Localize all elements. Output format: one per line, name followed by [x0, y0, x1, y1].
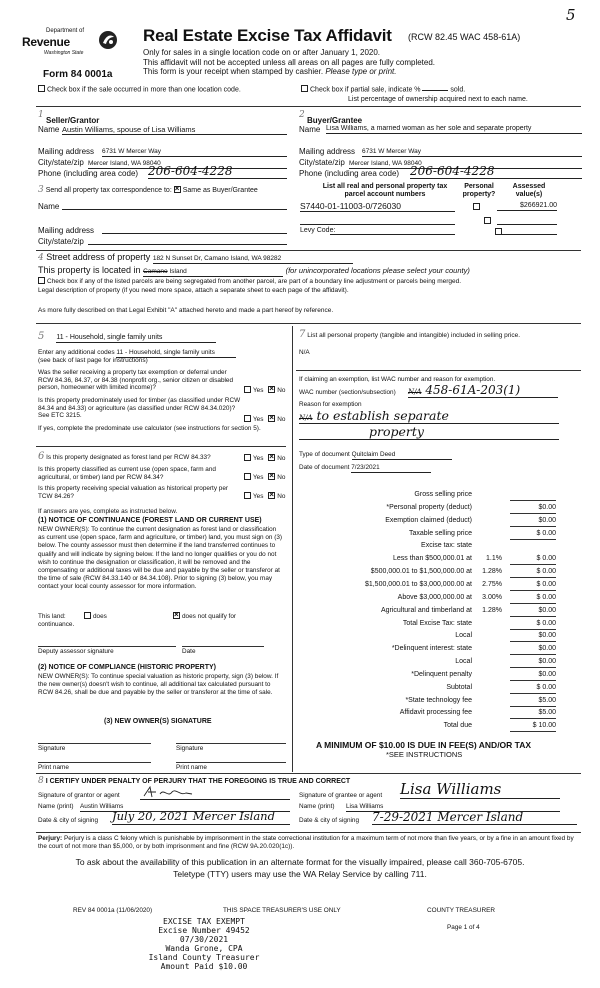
located-row — [38, 265, 470, 277]
seller-num: 1 — [38, 110, 44, 120]
personal-property-value[interactable]: N/A — [299, 349, 310, 356]
street-num: 4 — [38, 253, 44, 263]
tax-row — [296, 516, 556, 529]
dor-dept-small: Department of — [46, 28, 85, 34]
sec6-q3: Is this property receiving special valuation as historical property per TCW 84.26? — [38, 485, 229, 500]
tax-row-label: Agricultural and timberland at — [380, 606, 472, 614]
form-title: Real Estate Excise Tax Affidavit — [143, 26, 392, 45]
tax-row-value[interactable]: $ 0.00 — [510, 684, 556, 694]
sec5-q1-no-checkbox[interactable] — [268, 386, 275, 393]
parcel-col-header: List all real and personal property tax parcel account numbers — [322, 183, 448, 199]
notice2-body: NEW OWNER(S): To continue special valuation as historic property, sign (3) below. If the new owner(s) doesn't wish to continue, all additional tax calculated pursuant to RCW 84.26, shall be due and payable by the seller or transferor at the time of sale. — [38, 673, 279, 697]
form-instructions — [143, 48, 435, 77]
grantee-name-field[interactable]: Lisa Williams — [346, 803, 560, 812]
stamp-line: Island County Treasurer — [148, 953, 260, 962]
tax-row-rate: 2.75% — [482, 580, 502, 588]
tax-row-value[interactable]: $0.00 — [510, 517, 556, 527]
tax-row-value[interactable]: $0.00 — [510, 671, 556, 681]
assessed-value[interactable]: $266921.00 — [497, 202, 557, 211]
reason-field-2[interactable]: property — [299, 424, 559, 440]
sec6-q3-no-checkbox[interactable] — [268, 492, 275, 499]
reason-label: Reason for exemption — [299, 401, 362, 408]
tax-row — [296, 567, 556, 580]
tax-row-label: *Delinquent interest: state — [391, 645, 472, 653]
this-land-label: This land: — [38, 613, 66, 620]
no-label: No — [277, 455, 286, 463]
partial-sale-label: Check box if partial sale, indicate % — [310, 86, 421, 94]
new-owner-sig-title: (3) NEW OWNER(S) SIGNATURE — [104, 718, 212, 725]
partial-sale-row — [301, 86, 465, 95]
instruction-line-1: Only for sales in a single location code on or after January 1, 2020. — [143, 48, 381, 57]
additional-codes-field[interactable]: 11 - Household, single family units — [116, 349, 236, 358]
use-code-field[interactable]: 11 - Household, single family units — [56, 334, 216, 343]
buyer-name-label: Name — [299, 125, 321, 134]
personal-property-checkbox-2[interactable] — [484, 217, 491, 224]
doc-type-field[interactable]: Quitclaim Deed — [352, 451, 452, 460]
rev-label: REV 84 0001a (11/06/2020) — [73, 907, 153, 914]
tax-row-value[interactable] — [510, 542, 556, 552]
multi-location-checkbox[interactable] — [38, 85, 45, 92]
signature-label: Signature — [38, 745, 66, 752]
section5-num: 5 — [38, 331, 45, 342]
buyer-heading: Buyer/Grantee — [307, 116, 363, 125]
correspondence-label: Send all property tax correspondence to: — [45, 187, 172, 194]
sec6-q1-no-checkbox[interactable] — [268, 454, 275, 461]
located-note: (for unincorporated locations please select your county) — [285, 266, 470, 275]
doc-date-label: Date of document — [299, 464, 350, 471]
stamp-line: Excise Number 49452 — [158, 926, 250, 935]
instruction-line-2: This affidavit will not be accepted unless all areas on all pages are fully completed. — [143, 57, 436, 67]
personal-property-checkbox-1[interactable] — [473, 203, 480, 210]
page-mark: 5 — [566, 6, 576, 24]
yes-label: Yes — [253, 474, 264, 482]
sec5-q3: If yes, complete the predominate use calculator (see instructions for section 5). — [38, 425, 261, 432]
stamp-line: 07/30/2021 — [179, 935, 229, 944]
tax-row-value[interactable]: $0.00 — [510, 658, 556, 668]
access-line-2: Teletype (TTY) users may use the WA Relay Service by calling 711. — [173, 869, 427, 879]
legal-label: Legal description of property (if you need more space, attach a separate sheet to each page of the affidavit). — [38, 287, 349, 294]
tax-row — [296, 657, 556, 670]
sec5-q1: Was the seller receiving a property tax exemption or deferral under RCW 84.36, 84.37, or 84.38 (nonprofit org., senior citizen or disabled person, homeowner with limited income)? — [38, 369, 234, 392]
tax-row — [296, 619, 556, 632]
divider — [36, 106, 581, 107]
seller-city-field[interactable]: Mercer Island, WA 98040 — [88, 160, 287, 169]
tax-row-value[interactable]: $ 0.00 — [510, 530, 556, 540]
tax-row-value[interactable]: $0.00 — [510, 632, 556, 642]
tax-row-value[interactable]: $ 0.00 — [510, 620, 556, 630]
tax-row-label: *Personal property (deduct) — [386, 503, 472, 511]
tax-row-label: Local — [455, 658, 472, 666]
seller-city-label: City/state/zip — [38, 158, 84, 167]
instruction-line-3: This form is your receipt when stamped by cashier. — [143, 67, 324, 76]
divider — [36, 446, 286, 447]
reason-struck: N/A — [299, 414, 313, 422]
wac-struck: N/A — [408, 388, 422, 396]
corr-city-field[interactable] — [88, 244, 287, 245]
parcel-number[interactable]: S7440-01-11003-0/726030 — [300, 201, 455, 212]
minimum-notice: A MINIMUM OF $10.00 IS DUE IN FEE(S) AND/OR TAX — [316, 740, 532, 750]
section8-num: 8 — [38, 776, 44, 786]
tax-row — [296, 593, 556, 606]
grantor-name-field[interactable]: Austin Williams — [80, 803, 290, 812]
additional-codes-note: (see back of last page for instructions) — [38, 357, 148, 364]
sec6-answer-note: If answers are yes, complete as instructed below. — [38, 508, 178, 515]
form-number: Form 84 0001a — [43, 69, 113, 80]
tax-row — [296, 529, 556, 542]
tax-row-rate: 1.1% — [486, 555, 502, 563]
treasurer-use-label: THIS SPACE TREASURER'S USE ONLY — [223, 907, 341, 914]
doc-type-label: Type of document — [299, 451, 350, 458]
tax-row-label: Subtotal — [446, 683, 472, 691]
print-name-line-2[interactable] — [176, 762, 286, 763]
tax-row-label: Excise tax: state — [421, 542, 472, 550]
new-owner-sig-line-2[interactable] — [176, 743, 286, 744]
yes-label: Yes — [253, 416, 264, 424]
sec6-q1-row — [38, 451, 211, 463]
notice2-title: (2) NOTICE OF COMPLIANCE (HISTORIC PROPERTY) — [38, 664, 216, 671]
tax-row-value[interactable]: $0.00 — [510, 607, 556, 617]
print-name-line-1[interactable] — [38, 762, 151, 763]
same-as-buyer-label: Same as Buyer/Grantee — [182, 187, 258, 194]
tax-row — [296, 606, 556, 619]
buyer-name-field[interactable]: Lisa Williams, a married woman as her sole and separate property — [326, 125, 582, 134]
sec6-q1-yes-checkbox[interactable] — [244, 454, 251, 461]
corr-mail-field[interactable] — [102, 233, 287, 234]
tax-row-label: Exemption claimed (deduct) — [385, 516, 472, 524]
tax-row-label: Total Excise Tax: state — [402, 619, 472, 627]
stamp-line: Wanda Grone, CPA — [165, 944, 243, 953]
grantor-date-label: Date & city of signing — [38, 817, 99, 824]
divider — [36, 250, 581, 251]
tax-row-value[interactable]: $ 0.00 — [510, 581, 556, 591]
new-owner-sig-line-1[interactable] — [38, 743, 151, 744]
street-label: Street address of property — [46, 252, 151, 262]
stamp-line: Amount Paid $10.00 — [160, 962, 248, 971]
yes-label: Yes — [253, 387, 264, 395]
street-field[interactable]: 182 N Sunset Dr, Camano Island, WA 98282 — [153, 255, 353, 264]
tax-row-value[interactable]: $0.00 — [510, 645, 556, 655]
exemption-claim-label: If claiming an exemption, list WAC number and reason for exemption. — [299, 376, 496, 383]
county-treasurer-label: COUNTY TREASURER — [427, 907, 495, 914]
tax-row-label: Local — [455, 632, 472, 640]
continuance-label: continuance. — [38, 621, 75, 628]
instruction-line-3b: Please type or print. — [325, 67, 397, 76]
seller-phone-label: Phone (including area code) — [38, 169, 139, 178]
deputy-date-label: Date — [182, 648, 196, 655]
boundary-checkbox[interactable] — [38, 277, 45, 284]
seller-mail-field[interactable]: 6731 W Mercer Way — [102, 148, 287, 157]
sec7-text: List all personal property (tangible and intangible) included in selling price. — [307, 332, 521, 339]
tax-row — [296, 554, 556, 567]
partial-sale-sub: List percentage of ownership acquired next to each name. — [348, 96, 528, 103]
seller-name-label: Name — [38, 125, 60, 134]
print-name-label: Print name — [176, 764, 207, 771]
partial-sale-checkbox[interactable] — [301, 85, 308, 92]
grantor-date-field[interactable]: July 20, 2021 Mercer Island — [112, 810, 290, 825]
section6-num: 6 — [38, 451, 45, 462]
treasurer-stamp — [140, 917, 268, 971]
tax-row-value[interactable]: $5.00 — [510, 709, 556, 719]
print-name-label: Print name — [38, 764, 69, 771]
sec6-q2: Is this property classified as current use (open space, farm and agricultural, or timber) land per RCW 84.34? — [38, 466, 216, 481]
notice1-title: (1) NOTICE OF CONTINUANCE (FOREST LAND OR CURRENT USE) — [38, 517, 262, 524]
additional-codes-label: Enter any additional codes — [38, 349, 115, 356]
partial-sale-percent-field[interactable] — [422, 90, 448, 91]
grantor-sig-label: Signature of grantor or agent — [38, 792, 120, 799]
tax-row-value[interactable]: $ 0.00 — [510, 568, 556, 578]
reason-value-1: to establish separate — [316, 408, 449, 423]
buyer-phone-field[interactable]: 206-604-4228 — [410, 164, 582, 179]
wac-field[interactable] — [408, 383, 558, 398]
corr-mail-label: Mailing address — [38, 226, 95, 235]
correspondence-row — [38, 185, 258, 196]
assessed-col-header: Assessed value(s) — [512, 183, 546, 199]
tax-row-value[interactable]: $0.00 — [510, 504, 556, 514]
street-row — [38, 252, 353, 264]
correspondence-num: 3 — [38, 185, 44, 195]
same-as-buyer-checkbox[interactable] — [174, 186, 181, 193]
buyer-city-field[interactable]: Mercer Island, WA 98040 — [349, 160, 582, 169]
tax-row — [296, 631, 556, 644]
land-does-checkbox[interactable] — [84, 612, 91, 619]
tax-row — [296, 683, 556, 696]
boundary-label: Check box if any of the listed parcels are being segregated from another parcel, are part of a boundary line adjustment or parcels being merged. — [47, 278, 462, 286]
no-label: No — [277, 416, 286, 424]
corr-name-field[interactable] — [62, 209, 287, 210]
parcel-line-2[interactable] — [300, 224, 455, 225]
partial-sale-end: sold. — [450, 86, 466, 94]
reason-field[interactable] — [299, 408, 559, 424]
sec5-q2-answers — [244, 416, 285, 424]
multi-location-label: Check box if the sale occurred in more than one location code. — [47, 86, 241, 94]
buyer-city-label: City/state/zip — [299, 158, 345, 167]
tax-row — [296, 708, 556, 721]
located-field[interactable] — [143, 268, 283, 277]
sec6-q2-no-checkbox[interactable] — [268, 473, 275, 480]
buyer-mail-field[interactable]: 6731 W Mercer Way — [362, 148, 582, 157]
form-rcw: (RCW 82.45 WAC 458-61A) — [408, 32, 521, 42]
tax-row-rate: 1.28% — [482, 606, 502, 614]
no-label: No — [277, 493, 286, 501]
sec5-q1-yes-checkbox[interactable] — [244, 386, 251, 393]
deputy-label: Deputy assessor signature — [38, 648, 114, 655]
certify-text: I CERTIFY UNDER PENALTY OF PERJURY THAT THE FOREGOING IS TRUE AND CORRECT — [45, 778, 351, 785]
tax-row-label: $500,000.01 to $1,500,000.00 at — [370, 568, 472, 576]
column-divider — [292, 326, 293, 772]
land-does-not-row — [173, 613, 236, 621]
perjury-bold: Perjury: — [38, 835, 63, 842]
yes-label: Yes — [253, 493, 264, 501]
tax-row-value[interactable]: $5.00 — [510, 697, 556, 707]
levy-code-label: Levy Code: — [300, 227, 336, 234]
tax-row — [296, 541, 556, 554]
seller-name-field[interactable]: Austin Williams, spouse of Lisa Williams — [62, 125, 287, 135]
seller-phone-field[interactable]: 206-604-4228 — [148, 164, 287, 179]
located-value: Island — [169, 268, 187, 275]
corr-name-label: Name — [38, 202, 60, 211]
deputy-signature-line[interactable] — [38, 646, 176, 647]
tax-row-value[interactable]: $ 0.00 — [510, 594, 556, 604]
tax-row-label: Less than $500,000.01 at — [392, 555, 472, 563]
doc-type-row — [299, 451, 452, 460]
land-does-label: does — [93, 613, 107, 621]
sec6-q2-yes-checkbox[interactable] — [244, 473, 251, 480]
tax-row-label: Taxable selling price — [408, 529, 472, 537]
divider — [36, 773, 581, 774]
located-label: This property is located in — [38, 265, 141, 275]
sec6-q2-answers — [244, 474, 285, 482]
no-label: No — [277, 474, 286, 482]
sec5-q2: Is this property predominately used for timber (as classified under RCW 84.34 and 84.33) or agriculture (as classified under RCW 84.34.020)? See ETC 3215. — [38, 397, 241, 420]
section7-num: 7 — [299, 329, 306, 340]
signature-label: Signature — [176, 745, 204, 752]
sec6-q3-yes-checkbox[interactable] — [244, 492, 251, 499]
tax-row-label: Total due — [443, 722, 472, 730]
grantee-signature[interactable]: Lisa Williams — [400, 780, 560, 799]
tax-row-value[interactable] — [510, 491, 556, 501]
located-struck: Camano — [143, 268, 168, 275]
page-number: Page 1 of 4 — [447, 924, 480, 931]
levy-code-field[interactable] — [330, 234, 455, 235]
tax-row-label: *Delinquent penalty — [411, 670, 472, 678]
personal-col-header: Personal property? — [462, 183, 496, 199]
access-line-1: To ask about the availability of this publication in an alternate format for the visually impaired, please call 360-705-6705. — [75, 857, 525, 867]
buyer-phone-label: Phone (including area code) — [299, 169, 400, 178]
tax-row-value[interactable]: $ 0.00 — [510, 555, 556, 565]
doc-date-row — [299, 464, 431, 473]
no-label: No — [277, 387, 286, 395]
sec7-row — [299, 329, 559, 341]
tax-row-label: Affidavit processing fee — [399, 709, 472, 717]
dor-logo-icon — [98, 30, 118, 50]
seller-section — [38, 110, 100, 125]
divider — [296, 370, 581, 371]
sec6-q1: Is this property designated as forest land per RCW 84.33? — [46, 454, 211, 461]
tax-row-rate: 3.00% — [482, 593, 502, 601]
grantee-sig-label: Signature of grantee or agent — [299, 792, 383, 799]
legal-description[interactable]: As more fully described on that Legal Exhibit "A" attached hereto and made a part hereof by reference. — [38, 307, 334, 314]
buyer-mail-label: Mailing address — [299, 147, 356, 156]
sec6-q3-answers — [244, 493, 285, 501]
tax-row — [296, 721, 556, 734]
tax-row-label: *State technology fee — [405, 696, 472, 704]
wac-label: WAC number (section/subsection) — [299, 389, 396, 396]
tax-row-value[interactable]: $ 10.00 — [510, 722, 556, 732]
sec5-q2-no-checkbox[interactable] — [268, 415, 275, 422]
tax-row-rate: 1.28% — [482, 568, 502, 576]
tax-row — [296, 670, 556, 683]
grantor-signature-scribble — [140, 784, 210, 800]
yes-label: Yes — [253, 455, 264, 463]
buyer-num: 2 — [299, 110, 305, 120]
dor-name: Revenue — [22, 35, 70, 50]
corr-city-label: City/state/zip — [38, 237, 84, 246]
tax-row-label: Gross selling price — [414, 491, 472, 498]
tax-row — [296, 490, 556, 503]
grantor-signature[interactable] — [140, 784, 290, 800]
tax-row — [296, 644, 556, 657]
assessed-line-3[interactable] — [497, 234, 557, 235]
tax-row-label: $1,500,000.01 to $3,000,000.00 at — [364, 580, 472, 588]
assessed-line-2[interactable] — [497, 224, 557, 225]
dor-logo — [22, 28, 126, 56]
sec6-q1-answers — [244, 455, 285, 463]
grantee-date-label: Date & city of signing — [299, 817, 360, 824]
land-does-not-checkbox[interactable] — [173, 612, 180, 619]
boundary-row — [38, 278, 461, 286]
buyer-section — [299, 110, 363, 125]
notice1-body: NEW OWNER(S): To continue the current designation as forest land or classification as current use (open space, farm and agriculture, or timber) land, you must sign on (3) below. The county assessor must then determine if the land transferred continues to qualify and will indicate by signing below. If the land no longer qualifies or you do not wish to continue the designation or classification, it will be removed and the compensating or additional taxes will be due and payable by the seller or transferor at the time of sale (RCW 84.33.140 or 84.34.108). Prior to signing (3) below, you may contact your local county assessor for more information. — [38, 526, 283, 591]
multi-location-row — [38, 86, 241, 95]
sec5-q1-answers — [244, 387, 285, 395]
divider — [36, 323, 581, 324]
tax-row — [296, 580, 556, 593]
use-code-row — [38, 331, 216, 343]
perjury-text: Perjury is a class C felony which is punishable by imprisonment in the state correctional institution for a maximum term of not more than five years, or by a fine in an amount fixed by the court of not more than $5,000, or by both imprisonment and fine (RCW 9A.20.020(1c)). — [38, 835, 574, 850]
land-does-row — [84, 613, 107, 621]
tax-row — [296, 696, 556, 709]
tax-row — [296, 503, 556, 516]
seller-mail-label: Mailing address — [38, 147, 95, 156]
deputy-date-line[interactable] — [182, 646, 264, 647]
dor-state: Washington State — [44, 49, 84, 56]
tax-row-label: Above $3,000,000.00 at — [397, 593, 472, 601]
seller-heading: Seller/Grantor — [46, 116, 100, 125]
grantee-name-label: Name (print) — [299, 803, 335, 810]
doc-date-field[interactable]: 7/23/2021 — [351, 464, 431, 473]
divider — [36, 832, 581, 833]
perjury-notice — [38, 835, 578, 851]
sec5-q2-yes-checkbox[interactable] — [244, 415, 251, 422]
grantor-name-label: Name (print) — [38, 803, 74, 810]
land-does-not-label: does not qualify for — [182, 613, 236, 621]
see-instructions: *SEE INSTRUCTIONS — [386, 750, 463, 759]
grantee-date-field[interactable]: 7-29-2021 Mercer Island — [372, 810, 577, 825]
stamp-line: EXCISE TAX EXEMPT — [163, 917, 245, 926]
wac-value: 458-61A-203(1) — [425, 383, 521, 397]
